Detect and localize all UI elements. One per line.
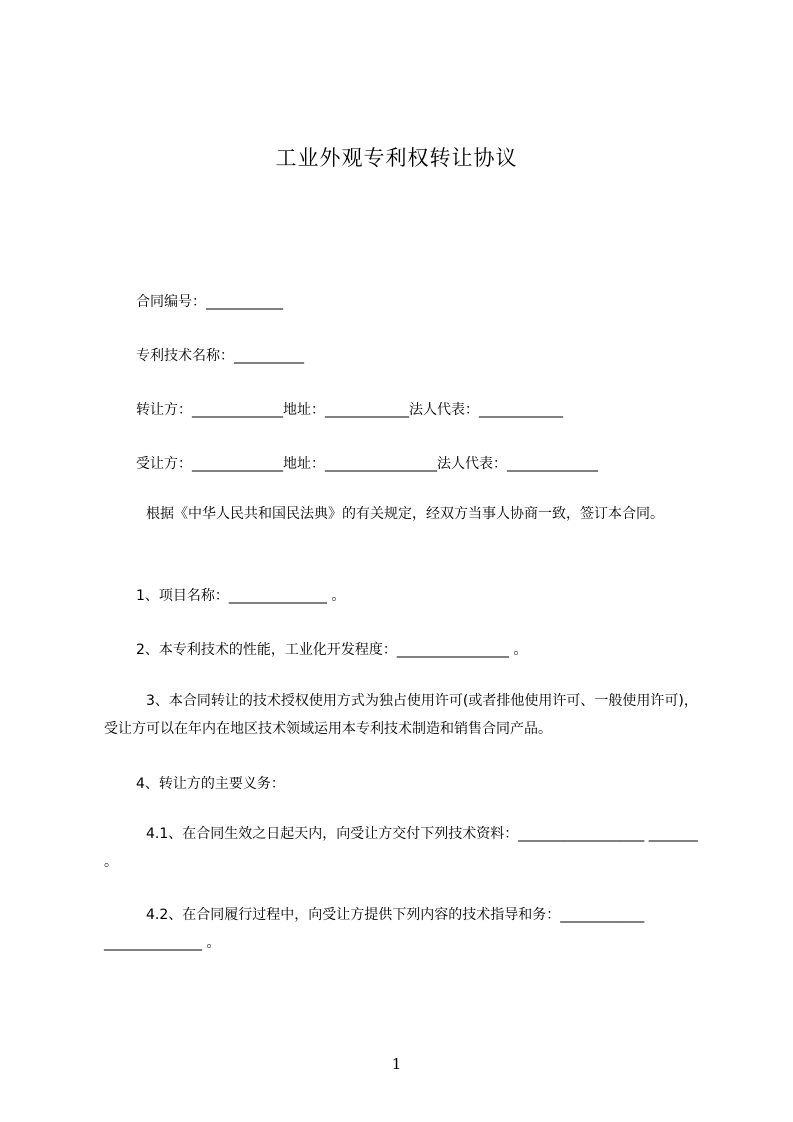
preamble-paragraph: 根据《中华人民共和国民法典》的有关规定，经双方当事人协商一致，签订本合同。 <box>132 506 664 522</box>
transferor-line: 转让方：_____________地址：____________法人代表：____________ <box>136 402 563 418</box>
clause-2: 2、本专利技术的性能，工业化开发程度：________________ 。 <box>136 642 528 658</box>
page-number: 1 <box>391 1055 402 1073</box>
patent-name-line: 专利技术名称：__________ <box>136 348 304 364</box>
clause-4-2-paragraph: 4.2、在合同履行过程中，向受让方提供下列内容的技术指导和务：____________ ______________ 。 <box>104 907 645 951</box>
document-title: 工业外观专利权转让协议 <box>275 146 518 170</box>
clause-4-1-paragraph: 4.1、在合同生效之日起天内，向受让方交付下列技术资料：__________________ _______ 。 <box>104 826 698 870</box>
clause-3-paragraph: 3、本合同转让的技术授权使用方式为独占使用许可(或者排他使用许可、一般使用许可)，受让方可以在年内在地区技术领域运用本专利技术制造和销售合同产品。 <box>104 693 698 737</box>
contract-number-line: 合同编号：___________ <box>136 294 283 310</box>
transferee-line: 受让方：_____________地址：________________法人代表：_____________ <box>136 456 598 472</box>
clause-1: 1、项目名称：______________ 。 <box>136 588 346 604</box>
clause-4: 4、转让方的主要义务： <box>136 776 285 792</box>
